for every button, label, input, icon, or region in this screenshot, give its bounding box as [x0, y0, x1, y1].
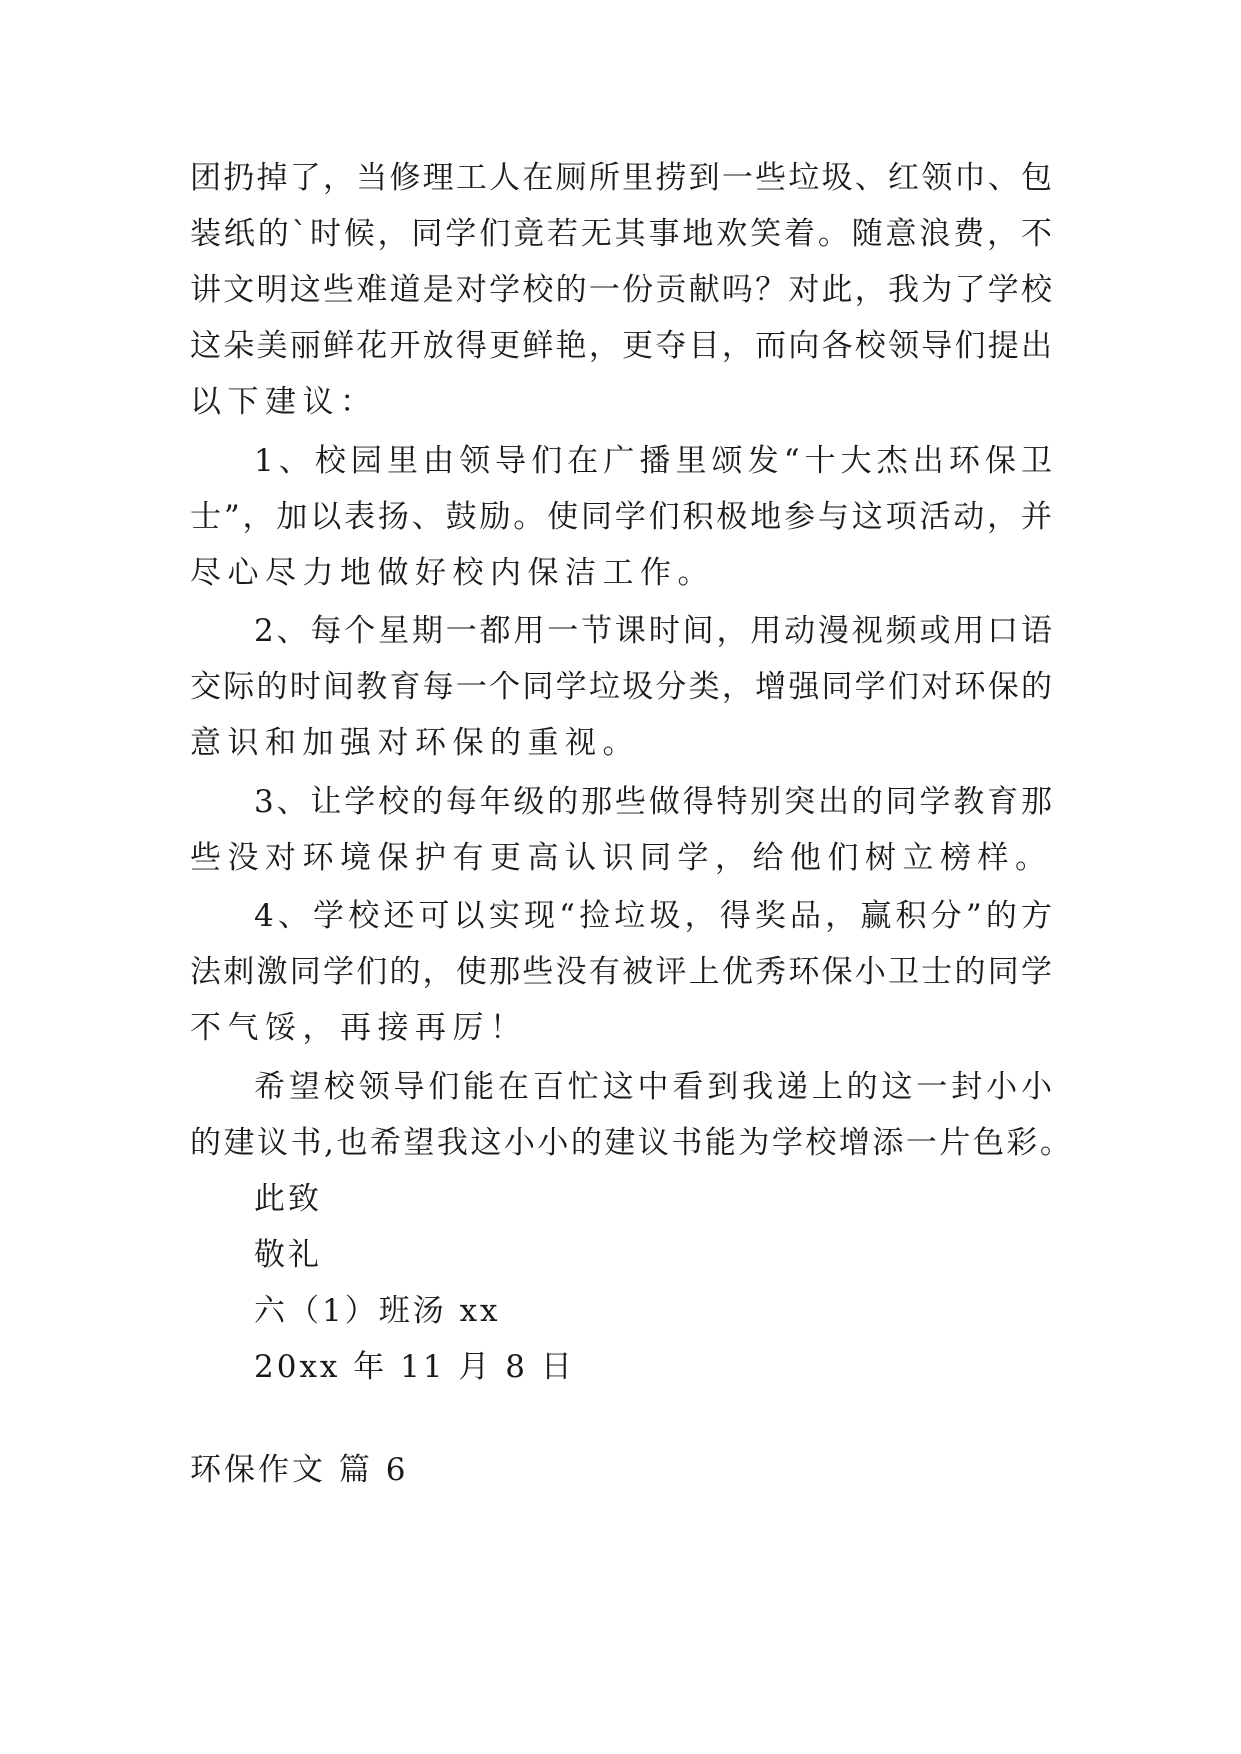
body-line: 不气馁，再接再厉！ [190, 1010, 528, 1046]
body-line: 装纸的`时候，同学们竟若无其事地欢笑着。随意浪费，不 [190, 216, 1052, 252]
closing-paragraph-line: 希望校领导们能在百忙这中看到我递上的这一封小小 [254, 1069, 1052, 1105]
salutation-jingli: 敬礼 [254, 1237, 322, 1273]
signature-name: 六（1）班汤 xx [254, 1293, 501, 1329]
body-line: 些没对环境保护有更高认识同学，给他们树立榜样。 [190, 840, 1053, 876]
signature-date: 20xx 年 11 月 8 日 [254, 1349, 575, 1385]
body-line: 的建议书,也希望我这小小的建议书能为学校增添一片色彩。 [190, 1125, 1074, 1161]
salutation-cizhi: 此致 [254, 1181, 322, 1217]
suggestion-4-line: 4、学校还可以实现“捡垃圾，得奖品，赢积分”的方 [254, 898, 1052, 934]
body-line: 交际的时间教育每一个同学垃圾分类，增强同学们对环保的 [190, 669, 1052, 705]
body-line: 意识和加强对环保的重视。 [190, 725, 640, 761]
body-line: 尽心尽力地做好校内保洁工作。 [190, 555, 715, 591]
section-heading: 环保作文 篇 6 [190, 1452, 409, 1488]
body-line: 以下建议： [190, 384, 378, 420]
body-line: 讲文明这些难道是对学校的一份贡献吗？对此，我为了学校 [190, 272, 1052, 308]
body-line: 团扔掉了，当修理工人在厕所里捞到一些垃圾、红领巾、包 [190, 160, 1052, 196]
suggestion-2-line: 2、每个星期一都用一节课时间，用动漫视频或用口语 [254, 613, 1052, 649]
body-line: 士”，加以表扬、鼓励。使同学们积极地参与这项活动，并 [190, 499, 1052, 535]
body-line: 这朵美丽鲜花开放得更鲜艳，更夺目，而向各校领导们提出 [190, 328, 1052, 364]
suggestion-3-line: 3、让学校的每年级的那些做得特别突出的同学教育那 [254, 784, 1052, 820]
body-line: 法刺激同学们的，使那些没有被评上优秀环保小卫士的同学 [190, 954, 1052, 990]
suggestion-1-line: 1、校园里由领导们在广播里颂发“十大杰出环保卫 [254, 443, 1052, 479]
